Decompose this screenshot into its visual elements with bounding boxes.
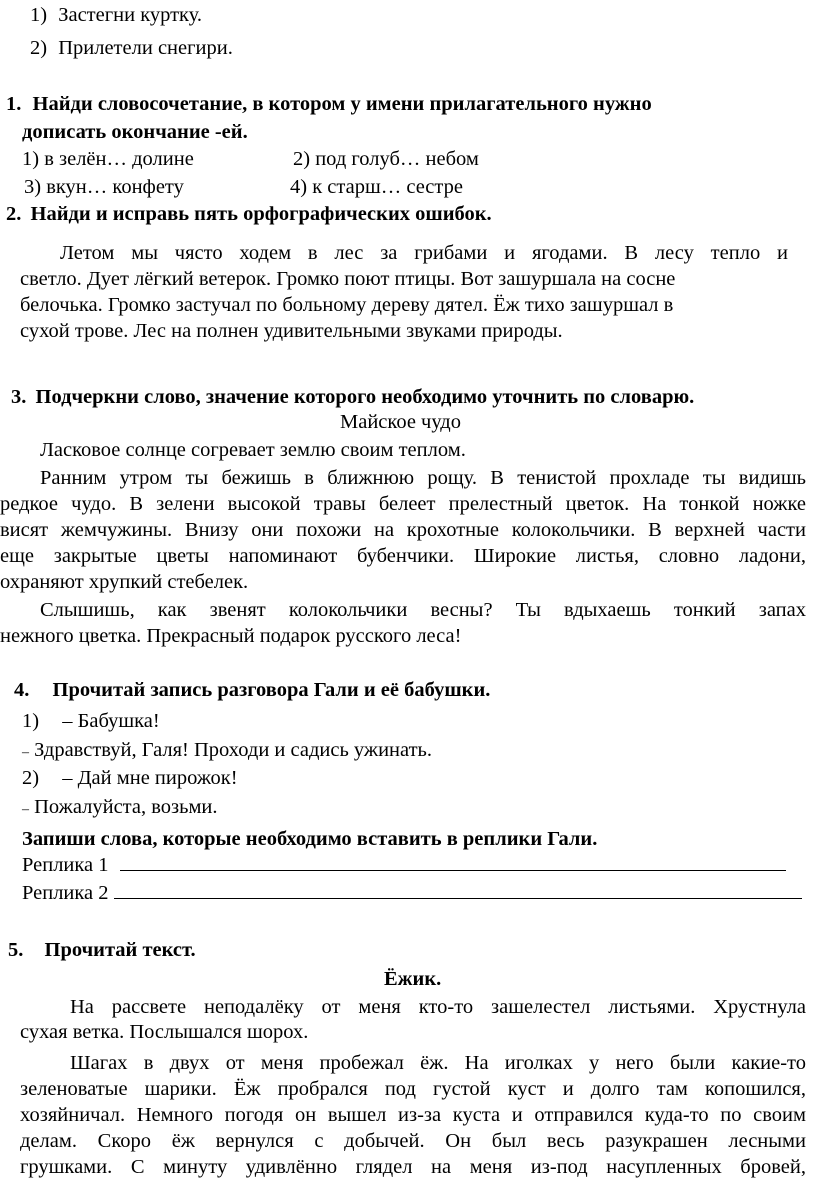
task-number: 3. bbox=[11, 386, 27, 408]
reply-2-answer-line[interactable] bbox=[114, 880, 802, 899]
text-title: Ёжик. bbox=[384, 968, 442, 990]
paragraph-line: сухой трове. Лес на полнен удивительными звуками природы. bbox=[20, 320, 563, 342]
dialog-text: Пожалуйста, возьми. bbox=[34, 796, 218, 818]
item-number: 1) bbox=[30, 4, 48, 26]
task-instruction: Запиши слова, которые необходимо вставить в реплики Гали. bbox=[22, 828, 598, 850]
option-4: 4) к старш… сестре bbox=[290, 176, 463, 198]
paragraph-line: Летом мы чясто ходем в лес за грибами и ягодами. В лесу тепло и bbox=[60, 242, 788, 264]
list-item bbox=[30, 35, 233, 61]
option-1: 1) в зелён… долине bbox=[22, 148, 194, 170]
item-number: 2) bbox=[30, 37, 48, 59]
text-title: Майское чудо bbox=[340, 411, 461, 433]
paragraph-line: Ласковое солнце согревает землю своим теплом. bbox=[40, 439, 466, 461]
option-3: 3) вкун… конфету bbox=[24, 176, 184, 198]
reply-1-answer-line[interactable] bbox=[120, 852, 786, 871]
option-2: 2) под голуб… небом bbox=[293, 148, 479, 170]
dialog-line bbox=[22, 794, 218, 823]
list-item bbox=[30, 2, 202, 28]
task-title-continued: дописать окончание -ей. bbox=[22, 121, 248, 143]
task-title: Прочитай запись разговора Гали и её бабушки. bbox=[52, 679, 491, 701]
task-4-heading bbox=[14, 677, 490, 703]
paragraph-line: охраняют хрупкий стебелек. bbox=[0, 571, 249, 593]
dialog-dash: – bbox=[22, 802, 29, 817]
paragraph-line: нежного цветка. Прекрасный подарок русского леса! bbox=[0, 625, 462, 647]
paragraph-line: висят жемчужины. Внизу они похожи на крохотные колокольчики. В верхней части bbox=[0, 519, 806, 541]
paragraph-line: светло. Дует лёгкий ветерок. Громко поют птицы. Вот зашуршала на сосне bbox=[20, 268, 676, 290]
reply-2-label: Реплика 2 bbox=[22, 882, 109, 904]
task-number: 2. bbox=[6, 203, 22, 225]
paragraph-line: зеленоватые шарики. Ёж пробрался под густой куст и долго там копошился, bbox=[20, 1078, 806, 1100]
paragraph-line: грушками. С минуту удивлённо глядел на меня из-под насупленных бровей, bbox=[20, 1156, 806, 1178]
paragraph-line: Слышишь, как звенят колокольчики весны? Ты вдыхаешь тонкий запах bbox=[40, 599, 806, 621]
dialog-line bbox=[22, 765, 238, 791]
task-number: 4. bbox=[14, 679, 30, 701]
reply-1-row bbox=[22, 852, 786, 878]
reply-1-label: Реплика 1 bbox=[22, 854, 109, 876]
paragraph-line: белочька. Громко застучал по больному дереву дятел. Ёж тихо зашуршал в bbox=[20, 294, 674, 316]
paragraph-line: На рассвете неподалёку от меня кто-то зашелестел листьями. Хрустнула bbox=[70, 996, 806, 1018]
paragraph-line: Шагах в двух от меня пробежал ёж. На иголках у него были какие-то bbox=[70, 1052, 806, 1074]
dialog-dash: – bbox=[22, 745, 29, 760]
dialog-line bbox=[22, 708, 160, 734]
paragraph-line: сухая ветка. Послышался шорох. bbox=[20, 1021, 309, 1043]
task-1-heading bbox=[6, 91, 652, 117]
item-text: Застегни куртку. bbox=[58, 4, 203, 26]
task-title: Прочитай текст. bbox=[44, 939, 196, 961]
task-2-heading bbox=[6, 201, 492, 227]
paragraph-line: редкое чудо. В зелени высокой травы белеет прелестный цветок. На тонкой ножке bbox=[0, 493, 806, 515]
dialog-line bbox=[22, 737, 432, 766]
task-title: Найди словосочетание, в котором у имени прилагательного нужно bbox=[32, 93, 652, 115]
task-number: 5. bbox=[8, 939, 24, 961]
dialog-text: – Бабушка! bbox=[62, 710, 160, 732]
task-title: Найди и исправь пять орфографических ошибок. bbox=[30, 203, 492, 225]
task-3-heading bbox=[11, 384, 694, 410]
dialog-number: 1) bbox=[22, 710, 40, 732]
paragraph-line: еще закрытые цветы напоминают бубенчики. Широкие листья, словно ладони, bbox=[0, 545, 806, 567]
paragraph-line: делам. Скоро ёж вернулся с добычей. Он был весь разукрашен лесными bbox=[20, 1130, 806, 1152]
paragraph-line: Ранним утром ты бежишь в ближнюю рощу. В тенистой прохладе ты видишь bbox=[40, 467, 806, 489]
task-5-heading bbox=[8, 937, 196, 963]
dialog-text: Здравствуй, Галя! Проходи и садись ужинать. bbox=[34, 739, 433, 761]
item-text: Прилетели снегири. bbox=[58, 37, 233, 59]
dialog-text: – Дай мне пирожок! bbox=[62, 767, 238, 789]
task-title: Подчеркни слово, значение которого необходимо уточнить по словарю. bbox=[35, 386, 695, 408]
dialog-number: 2) bbox=[22, 767, 40, 789]
paragraph-line: хозяйничал. Немного погодя он вышел из-за куста и отправился куда-то по своим bbox=[20, 1104, 806, 1126]
reply-2-row bbox=[22, 880, 802, 906]
task-number: 1. bbox=[6, 93, 22, 115]
